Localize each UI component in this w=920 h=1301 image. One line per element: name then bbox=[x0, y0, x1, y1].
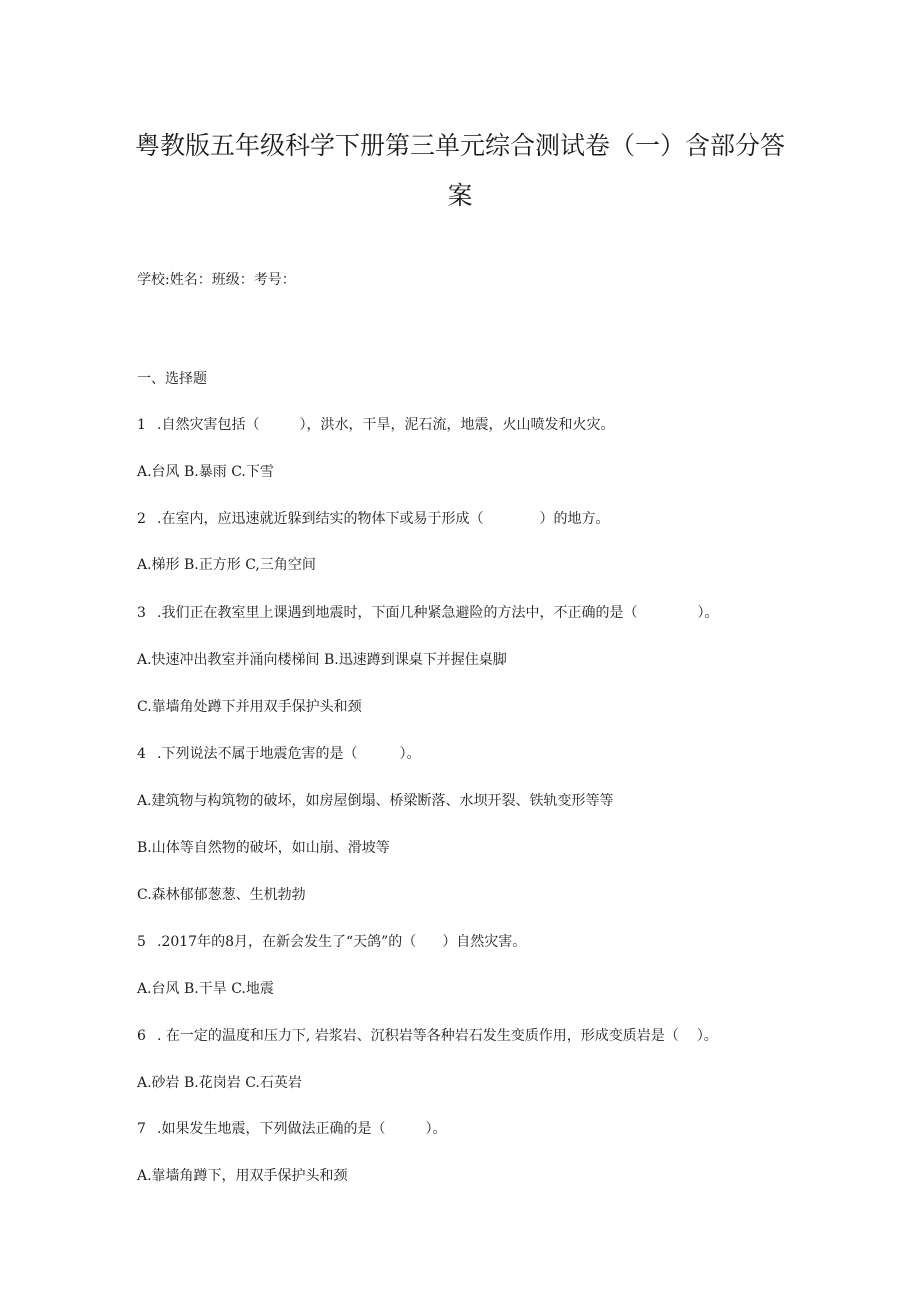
question-number: 2 bbox=[137, 511, 146, 527]
question-stem-after: ）。 bbox=[399, 746, 421, 762]
question-number: 6 bbox=[137, 1028, 146, 1044]
question-number: 4 bbox=[137, 746, 146, 762]
question-stem-before: .我们正在教室里上课遇到地震时，下面几种紧急避险的方法中，不正确的是（ bbox=[157, 605, 638, 621]
question-stem-before: .自然灾害包括（ bbox=[157, 417, 260, 433]
question-stem-before: . 在一定的温度和压力下, 岩浆岩、沉积岩等各种岩石发生变质作用，形成变质岩是（ bbox=[157, 1028, 679, 1044]
question-2 bbox=[137, 512, 609, 526]
question-number: 3 bbox=[137, 605, 146, 621]
document-title-line-2: 案 bbox=[447, 181, 473, 210]
question-number: 5 bbox=[137, 934, 146, 950]
question-5 bbox=[137, 935, 526, 949]
question-stem-after: ）自然灾害。 bbox=[442, 934, 527, 950]
question-5-options: A.台风 B.干旱 C.地震 bbox=[137, 981, 274, 997]
document-title-line-1: 粤教版五年级科学下册第三单元综合测试卷（一）含部分答 bbox=[134, 131, 785, 160]
question-4 bbox=[137, 747, 420, 761]
question-3 bbox=[137, 606, 718, 620]
question-stem-before: .下列说法不属于地震危害的是（ bbox=[157, 746, 358, 762]
question-number: 1 bbox=[137, 417, 146, 433]
question-4-option-b: B.山体等自然物的破坏，如山崩、滑坡等 bbox=[137, 840, 390, 856]
question-stem-before: .在室内，应迅速就近躲到结实的物体下或易于形成（ bbox=[157, 511, 484, 527]
question-1 bbox=[137, 418, 614, 432]
question-number: 7 bbox=[137, 1121, 146, 1137]
question-stem-before: .如果发生地震，下列做法正确的是（ bbox=[157, 1121, 386, 1137]
question-stem-after: ）。 bbox=[425, 1121, 447, 1137]
question-1-options: A.台风 B.暴雨 C.下雪 bbox=[137, 464, 274, 480]
question-6-options: A.砂岩 B.花岗岩 C.石英岩 bbox=[137, 1075, 302, 1091]
student-info-line: 学校:姓名：班级：考号： bbox=[137, 272, 296, 288]
question-stem-after: ）的地方。 bbox=[539, 511, 610, 527]
question-stem-after: ），洪水，干旱，泥石流，地震，火山喷发和火灾。 bbox=[299, 417, 615, 433]
question-4-option-c: C.森林郁郁葱葱、生机勃勃 bbox=[137, 887, 306, 903]
question-3-options-line-2: C.靠墙角处蹲下并用双手保护头和颈 bbox=[137, 699, 362, 715]
question-7-options: A.靠墙角蹲下，用双手保护头和颈 bbox=[137, 1168, 348, 1184]
question-stem-before: .2017年的8月，在新会发生了“天鸽”的（ bbox=[157, 934, 417, 950]
question-3-options-line-1: A.快速冲出教室并涌向楼梯间 B.迅速蹲到课桌下并握住桌脚 bbox=[137, 652, 507, 668]
question-7 bbox=[137, 1122, 446, 1136]
question-stem-after: ）。 bbox=[696, 1028, 718, 1044]
question-2-options: A.梯形 B.正方形 C,三角空间 bbox=[137, 557, 316, 573]
question-6 bbox=[137, 1029, 718, 1043]
section-heading: 一、选择题 bbox=[137, 371, 207, 387]
question-stem-after: ）。 bbox=[697, 605, 719, 621]
question-4-option-a: A.建筑物与构筑物的破坏，如房屋倒塌、桥梁断落、水坝开裂、铁轨变形等等 bbox=[137, 793, 614, 809]
